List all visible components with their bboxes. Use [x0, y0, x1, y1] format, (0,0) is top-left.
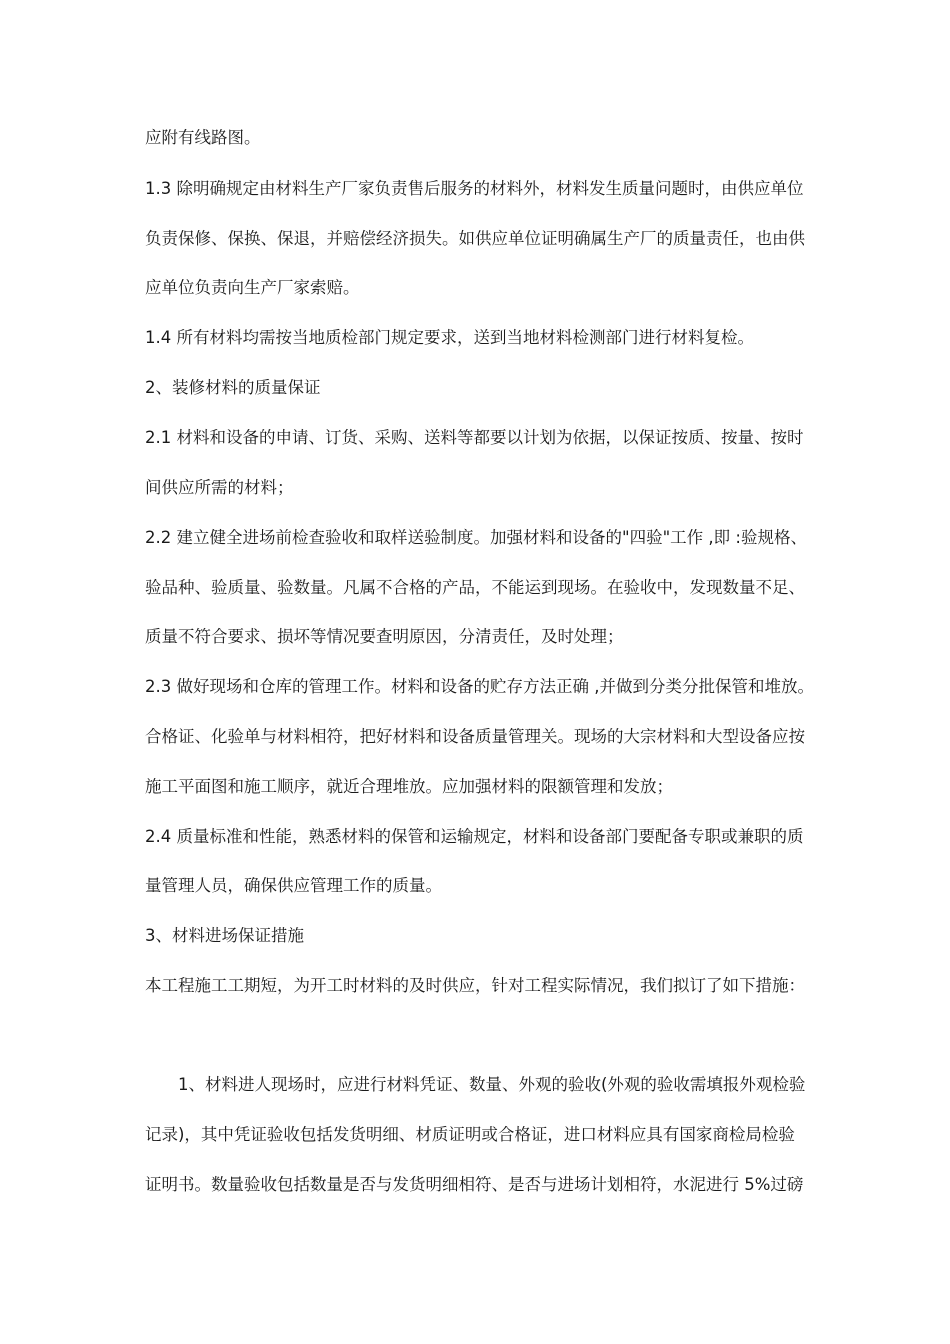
- text-line: 负责保修、保换、保退，并赔偿经济损失。如供应单位证明确属生产厂的质量责任，也由供: [145, 229, 805, 248]
- text-line: 量管理人员，确保供应管理工作的质量。: [145, 876, 442, 895]
- text-line: 1、材料进人现场时，应进行材料凭证、数量、外观的验收(外观的验收需填报外观检验: [178, 1075, 806, 1094]
- text-line: 本工程施工工期短，为开工时材料的及时供应，针对工程实际情况，我们拟订了如下措施：: [145, 976, 805, 995]
- text-line: 记录)，其中凭证验收包括发货明细、材质证明或合格证，进口材料应具有国家商检局检验: [145, 1125, 795, 1144]
- text-line: 1.4 所有材料均需按当地质检部门规定要求，送到当地材料检测部门进行材料复检。: [145, 328, 754, 347]
- text-line: 2.2 建立健全进场前检查验收和取样送验制度。加强材料和设备的"四验"工作 ,即 :验规格、: [145, 528, 807, 547]
- text-line: 应单位负责向生产厂家索赔。: [145, 278, 360, 297]
- text-line: 合格证、化验单与材料相符，把好材料和设备质量管理关。现场的大宗材料和大型设备应按: [145, 727, 805, 746]
- text-line: 2.4 质量标准和性能，熟悉材料的保管和运输规定，材料和设备部门要配备专职或兼职的质: [145, 827, 804, 846]
- text-line: 验品种、验质量、验数量。凡属不合格的产品，不能运到现场。在验收中，发现数量不足、: [145, 578, 805, 597]
- text-line: 质量不符合要求、损坏等情况要查明原因，分清责任，及时处理；: [145, 627, 624, 646]
- text-line: 证明书。数量验收包括数量是否与发货明细相符、是否与进场计划相符，水泥进行 5%过磅: [145, 1175, 804, 1194]
- text-line: 1.3 除明确规定由材料生产厂家负责售后服务的材料外，材料发生质量问题时，由供应单位: [145, 179, 804, 198]
- text-line: 施工平面图和施工顺序，就近合理堆放。应加强材料的限额管理和发放；: [145, 777, 673, 796]
- text-line: 间供应所需的材料；: [145, 478, 294, 497]
- text-line: 2.1 材料和设备的申请、订货、采购、送料等都要以计划为依据，以保证按质、按量、按时: [145, 428, 804, 447]
- text-line: 应附有线路图。: [145, 128, 261, 147]
- text-line: 2.3 做好现场和仓库的管理工作。材料和设备的贮存方法正确 ,并做到分类分批保管和堆放。: [145, 677, 814, 696]
- section-heading: 2、装修材料的质量保证: [145, 378, 321, 397]
- section-heading: 3、材料进场保证措施: [145, 926, 304, 945]
